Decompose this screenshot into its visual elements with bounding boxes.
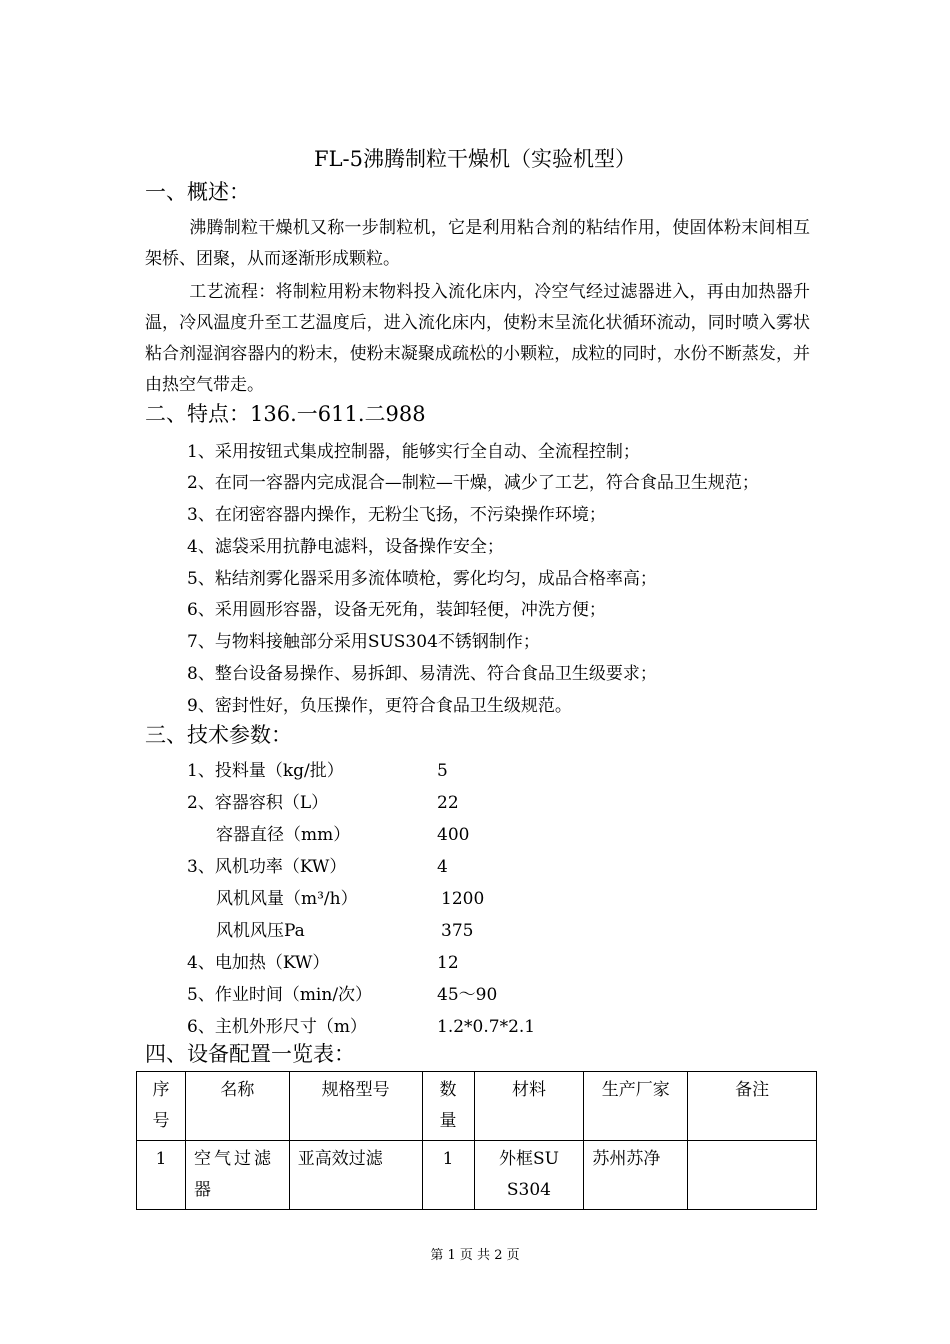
param-value: 400 bbox=[437, 825, 470, 845]
table-header-cell: 数量 bbox=[422, 1072, 474, 1141]
param-value: 22 bbox=[437, 793, 459, 813]
table-header-row bbox=[137, 1072, 817, 1141]
page-footer: 第 1 页 共 2 页 bbox=[430, 1248, 520, 1263]
param-value: 375 bbox=[441, 921, 474, 941]
overview-paragraph-2 bbox=[145, 277, 810, 401]
table-row bbox=[137, 1141, 817, 1210]
table-cell: 苏州苏净 bbox=[584, 1141, 688, 1210]
overview-paragraph-2-text: 工艺流程：将制粒用粉末物料投入流化床内，冷空气经过滤器进入，再由加热器升温，冷风温度升至工艺温度后，进入流化床内，使粉末呈流化状循环流动，同时喷入雾状粘合剂湿润容器内的粉末，使粉末凝聚成疏松的小颗粒，成粒的同时，水份不断蒸发，并由热空气带走。 bbox=[145, 282, 810, 395]
table-header-cell: 序号 bbox=[137, 1072, 186, 1141]
table-cell bbox=[688, 1141, 817, 1210]
table-header-cell: 生产厂家 bbox=[584, 1072, 688, 1141]
param-label: 容器直径（mm） bbox=[216, 825, 351, 845]
feature-item: 6、采用圆形容器，设备无死角，装卸轻便，冲洗方便； bbox=[187, 600, 606, 620]
param-value: 45～90 bbox=[437, 985, 498, 1005]
param-label: 4、电加热（KW） bbox=[187, 953, 330, 973]
table-cell: 外框SUS304 bbox=[474, 1141, 584, 1210]
feature-item: 9、密封性好，负压操作，更符合食品卫生级规范。 bbox=[187, 696, 572, 716]
page-title: FL-5沸腾制粒干燥机（实验机型） bbox=[314, 147, 636, 171]
param-label: 5、作业时间（min/次） bbox=[187, 985, 373, 1005]
table-cell: 1 bbox=[422, 1141, 474, 1210]
table-header-cell: 备注 bbox=[688, 1072, 817, 1141]
param-value: 4 bbox=[437, 857, 448, 877]
table-cell: 空气过滤器 bbox=[185, 1141, 289, 1210]
equipment-config-table bbox=[136, 1071, 817, 1210]
feature-item: 1、采用按钮式集成控制器，能够实行全自动、全流程控制； bbox=[187, 442, 640, 462]
param-label: 6、主机外形尺寸（m） bbox=[187, 1017, 367, 1037]
table-header-cell: 名称 bbox=[185, 1072, 289, 1141]
feature-item: 2、在同一容器内完成混合—制粒—干燥，减少了工艺，符合食品卫生规范； bbox=[187, 473, 759, 493]
table-header-cell: 规格型号 bbox=[289, 1072, 422, 1141]
feature-item: 8、整台设备易操作、易拆卸、易清洗、符合食品卫生级要求； bbox=[187, 664, 657, 684]
feature-item: 4、滤袋采用抗静电滤料，设备操作安全； bbox=[187, 537, 504, 557]
param-label: 风机风量（m³/h） bbox=[216, 889, 358, 909]
section-heading-config: 四、设备配置一览表： bbox=[145, 1042, 355, 1066]
overview-paragraph-1-text: 沸腾制粒干燥机又称一步制粒机，它是利用粘合剂的粘结作用，使固体粉末间相互架桥、团聚，从而逐渐形成颗粒。 bbox=[145, 218, 810, 269]
param-label: 风机风压Pa bbox=[216, 921, 305, 941]
overview-paragraph-1 bbox=[145, 213, 810, 275]
param-value: 12 bbox=[437, 953, 459, 973]
table-cell: 1 bbox=[137, 1141, 186, 1210]
feature-item: 7、与物料接触部分采用SUS304不锈钢制作； bbox=[187, 632, 540, 652]
feature-item: 5、粘结剂雾化器采用多流体喷枪，雾化均匀，成品合格率高； bbox=[187, 569, 657, 589]
section-heading-features: 二、特点：136.一611.二988 bbox=[145, 402, 426, 426]
section-heading-params: 三、技术参数： bbox=[145, 723, 292, 747]
param-value: 5 bbox=[437, 761, 448, 781]
param-value: 1.2*0.7*2.1 bbox=[437, 1017, 536, 1037]
param-value: 1200 bbox=[441, 889, 485, 909]
param-label: 2、容器容积（L） bbox=[187, 793, 329, 813]
param-label: 1、投料量（kg/批） bbox=[187, 761, 344, 781]
table-header-cell: 材料 bbox=[474, 1072, 584, 1141]
param-label: 3、风机功率（KW） bbox=[187, 857, 347, 877]
feature-item: 3、在闭密容器内操作，无粉尘飞扬，不污染操作环境； bbox=[187, 505, 606, 525]
section-heading-overview: 一、概述： bbox=[145, 180, 250, 204]
table-cell: 亚高效过滤 bbox=[289, 1141, 422, 1210]
